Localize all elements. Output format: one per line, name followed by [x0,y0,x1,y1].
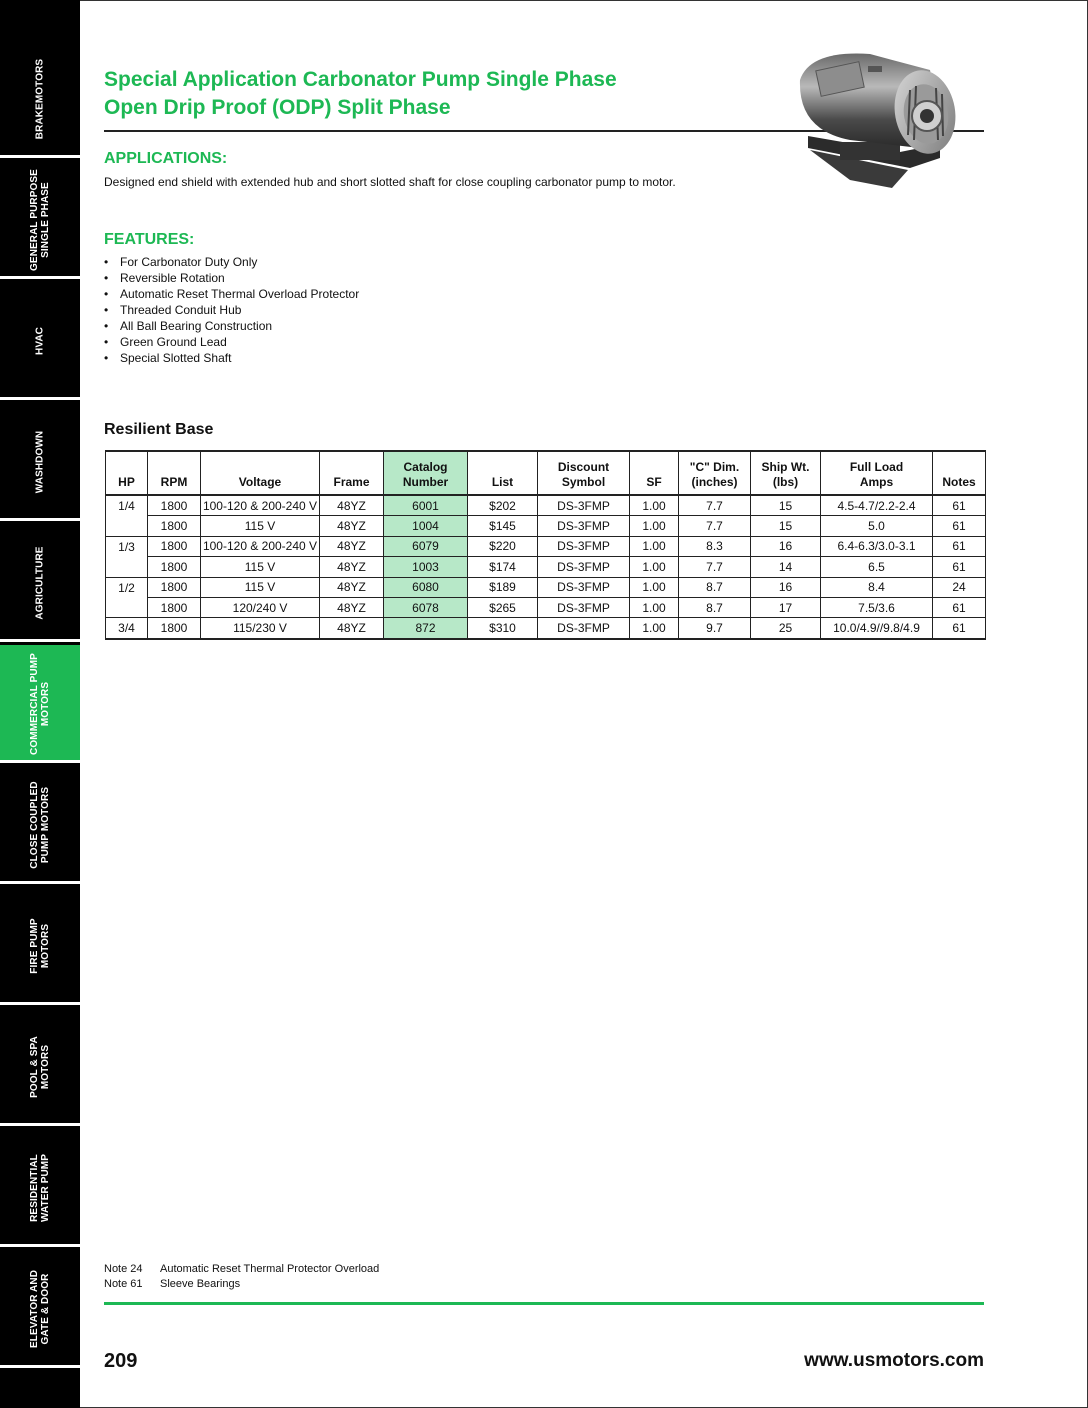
bullet-icon: • [104,255,109,269]
table-cell: 61 [933,516,986,536]
feature-text: Automatic Reset Thermal Overload Protector [120,287,360,301]
table-cell: 48YZ [320,536,384,556]
table-cell: $310 [468,618,538,639]
table-cell: 48YZ [320,618,384,639]
table-cell: 1800 [148,577,201,597]
table-cell: 61 [933,495,986,516]
feature-text: Threaded Conduit Hub [120,303,242,317]
table-cell: 15 [751,495,821,516]
table-cell: 1800 [148,597,201,617]
table-header-cell: Ship Wt. (lbs) [751,451,821,495]
table-cell: 7.7 [679,557,751,577]
table-cell: 16 [751,577,821,597]
table-cell: 1800 [148,557,201,577]
table-row [106,536,986,556]
title-line-2: Open Drip Proof (ODP) Split Phase [104,96,451,119]
table-cell: 7.5/3.6 [821,597,933,617]
website-url[interactable]: www.usmotors.com [804,1350,984,1371]
table-cell: $202 [468,495,538,516]
table-header-cell: "C" Dim. (inches) [679,451,751,495]
table-cell: 1800 [148,618,201,639]
table-cell: 1/3 [106,536,148,556]
page-number: 209 [104,1350,138,1372]
table-cell: 14 [751,557,821,577]
table-cell: 8.3 [679,536,751,556]
table-cell: DS-3FMP [538,618,630,639]
table-cell: 17 [751,597,821,617]
sidebar-tab-label: FIRE PUMP MOTORS [29,918,51,974]
table-cell: 6080 [384,577,468,597]
motor-product-image [780,40,980,190]
sidebar-tab-label: WASHDOWN [34,430,46,494]
table-row [106,516,986,536]
table-row [106,557,986,577]
table-cell: 61 [933,618,986,639]
sidebar-tab[interactable] [0,1008,80,1126]
table-cell: DS-3FMP [538,597,630,617]
table-header-cell: List [468,451,538,495]
table-cell: 48YZ [320,516,384,536]
sidebar-tab-label: ELEVATOR AND GATE & DOOR [29,1269,51,1349]
table-cell: 115 V [201,577,320,597]
table-cell: 25 [751,618,821,639]
sidebar-tab-label: RESIDENTIAL WATER PUMP [29,1153,51,1223]
note-label: Note 24 [104,1263,143,1275]
table-cell: 3/4 [106,618,148,639]
sidebar-tab-label: HVAC [34,327,46,355]
table-cell: 48YZ [320,557,384,577]
table-cell: 1003 [384,557,468,577]
table-header-cell: Catalog Number [384,451,468,495]
feature-item [104,334,359,350]
table-cell: $189 [468,577,538,597]
bullet-icon: • [104,351,109,365]
sidebar-tab[interactable] [0,1129,80,1247]
table-cell: 1800 [148,495,201,516]
table-cell: $174 [468,557,538,577]
table-cell: DS-3FMP [538,557,630,577]
table-cell: 7.7 [679,516,751,536]
feature-text: Special Slotted Shaft [120,351,232,365]
spec-table [105,450,986,640]
table-cell: 61 [933,597,986,617]
table-cell: 15 [751,516,821,536]
table-cell: DS-3FMP [538,495,630,516]
bullet-icon: • [104,335,109,349]
table-cell: 6.5 [821,557,933,577]
feature-text: All Ball Bearing Construction [120,319,273,333]
table-header-cell: Notes [933,451,986,495]
table-cell: 1.00 [630,516,679,536]
note-row [104,1277,379,1292]
section-sidebar [0,0,80,1408]
table-cell: 48YZ [320,577,384,597]
sidebar-tab-label: GENERAL PURPOSE SINGLE PHASE [29,169,51,271]
sidebar-tab-label: CLOSE COUPLED PUMP MOTORS [29,781,51,869]
table-cell: 61 [933,557,986,577]
note-text: Automatic Reset Thermal Protector Overload [160,1263,380,1275]
notes [104,1262,379,1292]
table-cell: 7.7 [679,495,751,516]
note-text: Sleeve Bearings [160,1278,241,1290]
table-cell: $265 [468,597,538,617]
table-cell: DS-3FMP [538,516,630,536]
table-cell: 10.0/4.9//9.8/4.9 [821,618,933,639]
feature-item [104,350,359,366]
table-cell: 115 V [201,516,320,536]
table-cell: 1.00 [630,536,679,556]
table-header-row [106,451,986,495]
table-header-cell: Frame [320,451,384,495]
bullet-icon: • [104,287,109,301]
table-header-cell: Discount Symbol [538,451,630,495]
sidebar-tab[interactable] [0,645,80,763]
table-cell: 48YZ [320,495,384,516]
title-line-1: Special Application Carbonator Pump Single Phase [104,68,617,91]
table-cell: 1/4 [106,495,148,516]
table-cell: 1.00 [630,495,679,516]
table-cell: 6078 [384,597,468,617]
sidebar-tab-label: POOL & SPA MOTORS [29,1036,51,1098]
table-cell [106,516,148,536]
feature-item [104,318,359,334]
bullet-icon: • [104,319,109,333]
feature-item [104,254,359,270]
table-cell: 16 [751,536,821,556]
table-cell: $145 [468,516,538,536]
page-title [104,66,744,122]
sidebar-tab[interactable] [0,161,80,279]
table-cell: 1.00 [630,557,679,577]
table-cell: 6001 [384,495,468,516]
table-cell: 61 [933,536,986,556]
features-heading: FEATURES: [104,231,195,248]
table-row [106,495,986,516]
table-cell: DS-3FMP [538,577,630,597]
table-header-cell: SF [630,451,679,495]
table-cell: 100-120 & 200-240 V [201,536,320,556]
table-cell: 9.7 [679,618,751,639]
table-cell: 1/2 [106,577,148,597]
feature-item [104,270,359,286]
applications-heading: APPLICATIONS: [104,150,228,167]
table-title: Resilient Base [104,421,214,438]
table-header-cell: HP [106,451,148,495]
sidebar-tab-label: COMMERCIAL PUMP MOTORS [29,653,51,755]
table-cell: 115/230 V [201,618,320,639]
table-cell: 8.7 [679,597,751,617]
table-cell: 1800 [148,536,201,556]
table-header-cell: Full Load Amps [821,451,933,495]
features-list [104,254,359,366]
sidebar-tab[interactable] [0,887,80,1005]
sidebar-tab[interactable] [0,282,80,400]
table-row [106,618,986,639]
table-cell: 6079 [384,536,468,556]
table-header-cell: Voltage [201,451,320,495]
table-row [106,577,986,597]
bullet-icon: • [104,303,109,317]
feature-text: For Carbonator Duty Only [120,255,258,269]
feature-item [104,302,359,318]
table-cell: 5.0 [821,516,933,536]
table-cell: 120/240 V [201,597,320,617]
table-header-cell: RPM [148,451,201,495]
sidebar-tab[interactable] [0,403,80,521]
table-cell [106,557,148,577]
table-cell: 4.5-4.7/2.2-2.4 [821,495,933,516]
table-row [106,597,986,617]
sidebar-tab[interactable] [0,1250,80,1368]
sidebar-tab-label: BRAKEMOTORS [34,58,46,140]
table-cell: 8.7 [679,577,751,597]
feature-text: Reversible Rotation [120,271,225,285]
sidebar-tab-label: AGRICULTURE [34,546,46,620]
table-cell: 1.00 [630,618,679,639]
table-cell: DS-3FMP [538,536,630,556]
feature-item [104,286,359,302]
table-cell: 872 [384,618,468,639]
applications-text: Designed end shield with extended hub and short slotted shaft for close coupling carbonator pump to motor. [104,175,676,189]
sidebar-tab[interactable] [0,40,80,158]
footer-divider [104,1302,984,1305]
feature-text: Green Ground Lead [120,335,227,349]
table-cell: 6.4-6.3/3.0-3.1 [821,536,933,556]
table-cell: 8.4 [821,577,933,597]
table-cell: 100-120 & 200-240 V [201,495,320,516]
table-cell: $220 [468,536,538,556]
table-cell [106,597,148,617]
note-label: Note 61 [104,1278,143,1290]
table-cell: 1800 [148,516,201,536]
table-cell: 1004 [384,516,468,536]
note-row [104,1262,379,1277]
table-cell: 24 [933,577,986,597]
table-cell: 48YZ [320,597,384,617]
table-cell: 1.00 [630,577,679,597]
bullet-icon: • [104,271,109,285]
sidebar-tab[interactable] [0,766,80,884]
sidebar-tab[interactable] [0,524,80,642]
table-cell: 115 V [201,557,320,577]
table-cell: 1.00 [630,597,679,617]
